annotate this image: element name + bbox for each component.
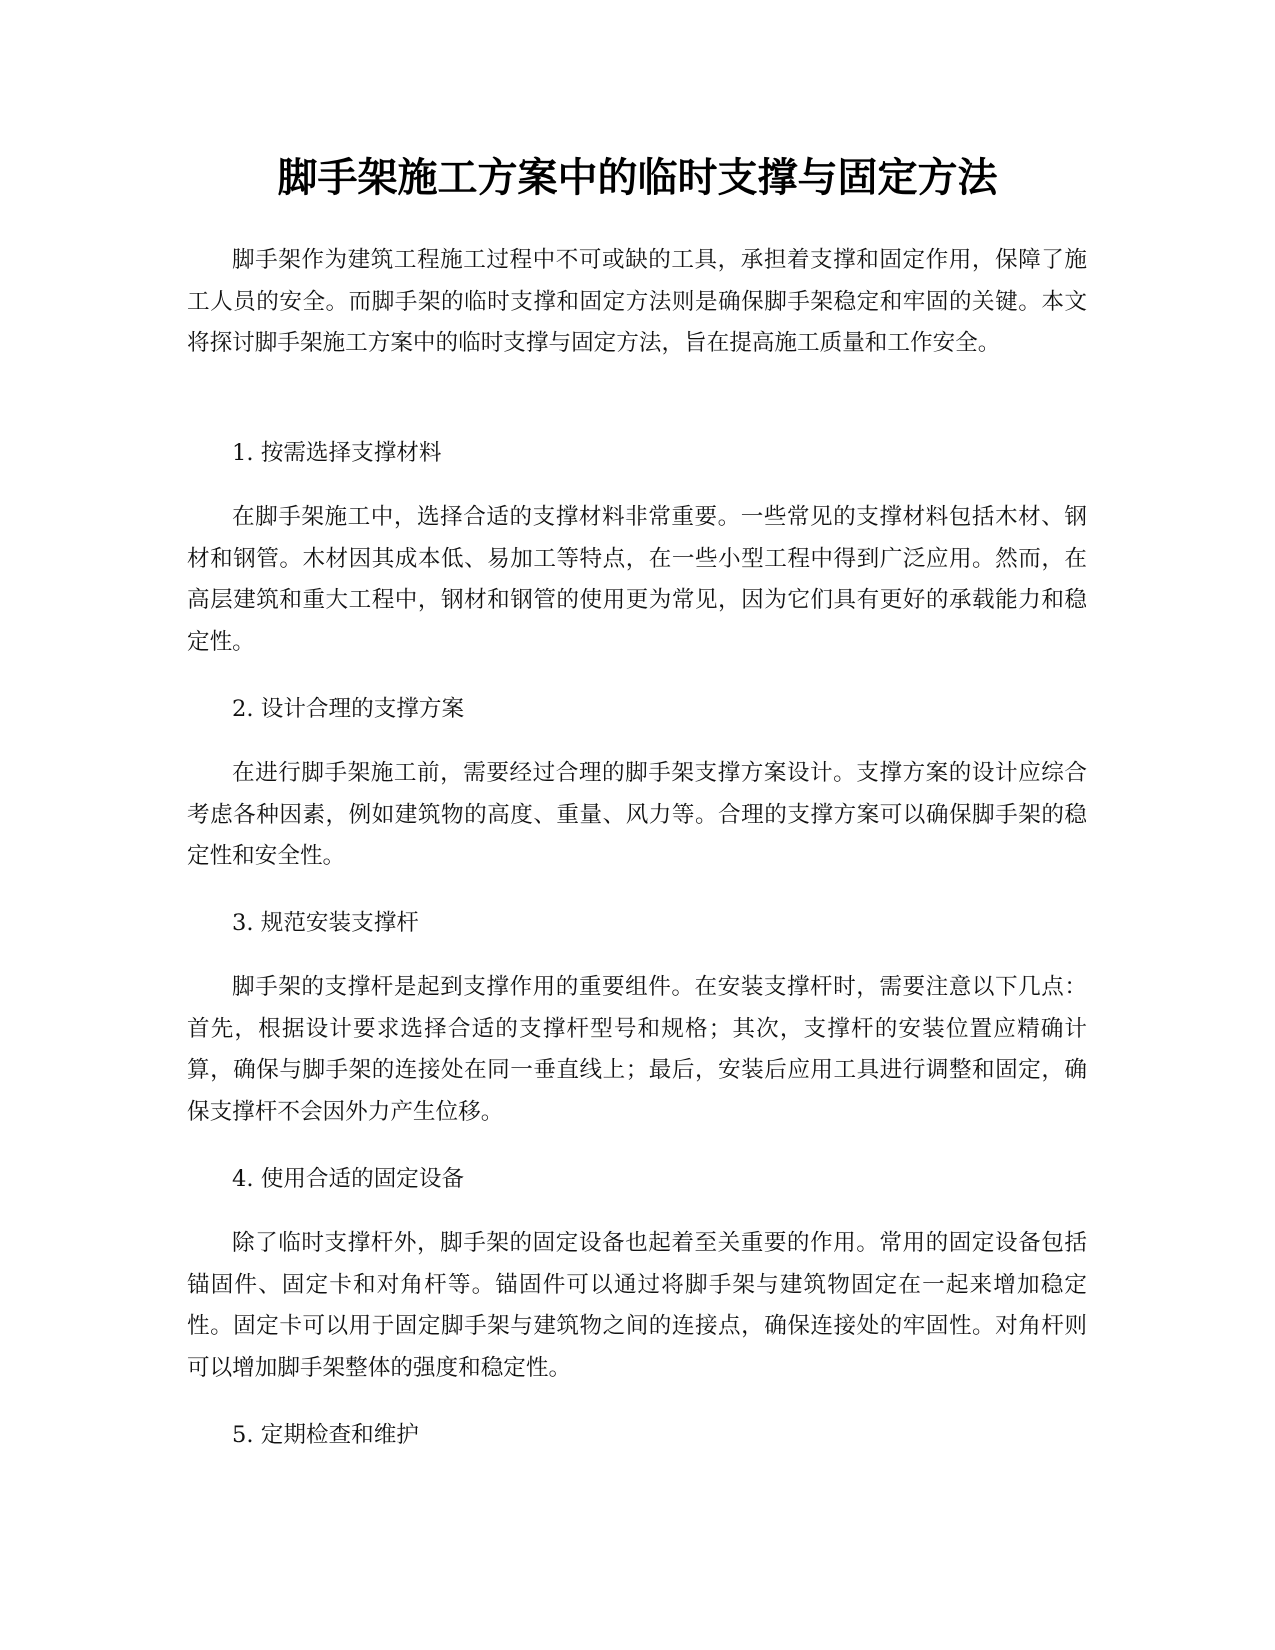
intro-paragraph: 脚手架作为建筑工程施工过程中不可或缺的工具，承担着支撑和固定作用，保障了施工人员的安全。而脚手架的临时支撑和固定方法则是确保脚手架稳定和牢固的关键。本文将探讨脚手架施工方案中的临时支撑与固定方法，旨在提高施工质量和工作安全。 — [187, 247, 1087, 356]
section-paragraph-3: 脚手架的支撑杆是起到支撑作用的重要组件。在安装支撑杆时，需要注意以下几点：首先，根据设计要求选择合适的支撑杆型号和规格；其次，支撑杆的安装位置应精确计算，确保与脚手架的连接处在同一垂直线上；最后，安装后应用工具进行调整和固定，确保支撑杆不会因外力产生位移。 — [187, 974, 1087, 1125]
section-heading-5: 5. 定期检查和维护 — [232, 1422, 419, 1448]
document-title: 脚手架施工方案中的临时支撑与固定方法 — [277, 155, 998, 201]
section-paragraph-4: 除了临时支撑杆外，脚手架的固定设备也起着至关重要的作用。常用的固定设备包括锚固件、固定卡和对角杆等。锚固件可以通过将脚手架与建筑物固定在一起来增加稳定性。固定卡可以用于固定脚手架与建筑物之间的连接点，确保连接处的牢固性。对角杆则可以增加脚手架整体的强度和稳定性。 — [187, 1230, 1087, 1381]
section-paragraph-1: 在脚手架施工中，选择合适的支撑材料非常重要。一些常见的支撑材料包括木材、钢材和钢管。木材因其成本低、易加工等特点，在一些小型工程中得到广泛应用。然而，在高层建筑和重大工程中，钢材和钢管的使用更为常见，因为它们具有更好的承载能力和稳定性。 — [187, 504, 1087, 655]
section-paragraph-2: 在进行脚手架施工前，需要经过合理的脚手架支撑方案设计。支撑方案的设计应综合考虑各种因素，例如建筑物的高度、重量、风力等。合理的支撑方案可以确保脚手架的稳定性和安全性。 — [187, 760, 1087, 869]
section-heading-1: 1. 按需选择支撑材料 — [232, 440, 442, 466]
section-heading-3: 3. 规范安装支撑杆 — [232, 910, 419, 936]
section-heading-4: 4. 使用合适的固定设备 — [232, 1166, 465, 1192]
section-heading-2: 2. 设计合理的支撑方案 — [232, 696, 465, 722]
